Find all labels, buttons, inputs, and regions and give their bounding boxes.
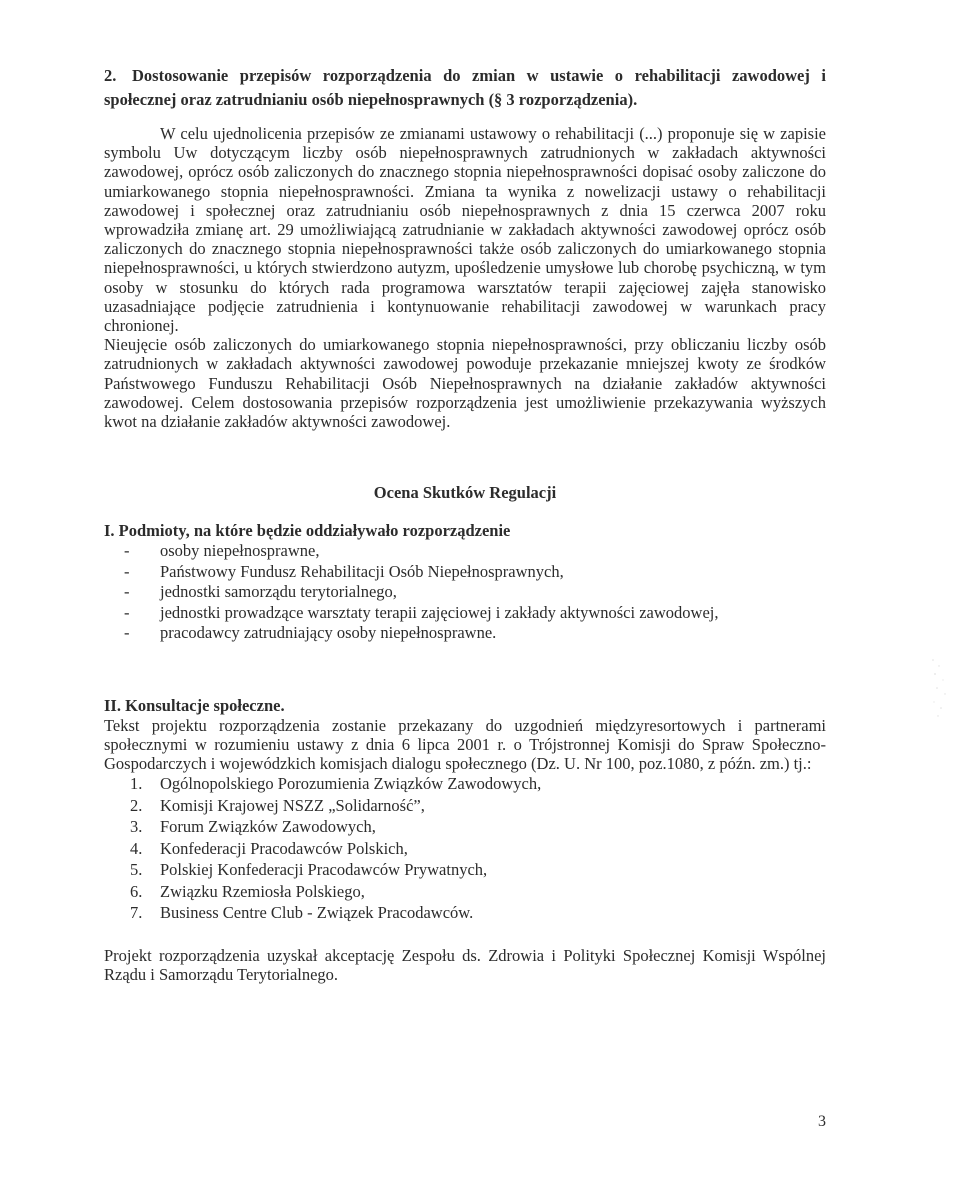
- section-2-heading: [104, 64, 826, 112]
- list-item: [104, 582, 826, 603]
- list-item-text: Business Centre Club - Związek Pracodawców.: [160, 903, 474, 923]
- list-number: 3.: [130, 817, 143, 837]
- list-item-text: Konfederacji Pracodawców Polskich,: [160, 838, 408, 858]
- consultation-list: [104, 773, 826, 924]
- list-number: 4.: [130, 838, 143, 858]
- document-page: [104, 64, 826, 984]
- list-item-text: osoby niepełnosprawne,: [160, 541, 320, 561]
- scan-smudge-mark: [925, 650, 955, 730]
- list-number: 1.: [130, 774, 143, 794]
- dash-bullet: -: [124, 602, 130, 622]
- entities-list: [104, 541, 826, 644]
- list-item: [104, 816, 826, 838]
- list-item-text: Państwowy Fundusz Rehabilitacji Osób Niepełnosprawnych,: [160, 561, 564, 581]
- list-item: [104, 773, 826, 795]
- list-number: 7.: [130, 903, 143, 923]
- dash-bullet: -: [124, 623, 130, 643]
- paragraph-nieujecie: Nieujęcie osób zaliczonych do umiarkowanego stopnia niepełnosprawności, przy obliczaniu liczby osób zatrudnionych w zakładach aktywności zawodowej powoduje przekazanie mniejszej kwoty ze środków Państwowego Funduszu Rehabilitacji Osób Niepełnosprawnych na działanie zakładów aktywności zawodowej. Celem dostosowania przepisów rozporządzenia jest umożliwienie przekazywania wyższych kwot na działanie zakładów aktywności zawodowej.: [104, 335, 826, 432]
- section-2-title: Dostosowanie przepisów rozporządzenia do zmian w ustawie o rehabilitacji zawodowej i społecznej oraz zatrudnianiu osób niepełnosprawnych (§ 3 rozporządzenia).: [104, 66, 826, 109]
- section-2-number: 2.: [104, 66, 117, 85]
- list-item: [104, 562, 826, 583]
- list-number: 2.: [130, 795, 143, 815]
- list-item-text: Forum Związków Zawodowych,: [160, 817, 376, 837]
- list-item: [104, 881, 826, 903]
- paragraph-uw-symbol: W celu ujednolicenia przepisów ze zmianami ustawowy o rehabilitacji (...) proponuje się w zapisie symbolu Uw dotyczącym liczby osób niepełnosprawnych zatrudnionych w zakładach aktywności zawodowej, oprócz osób zaliczonych do znacznego stopnia niepełnosprawności dopisać osoby zaliczone do umiarkowanego stopnia niepełnosprawności. Zmiana ta wynika z nowelizacji ustawy o rehabilitacji zawodowej i społecznej oraz zatrudnianiu osób niepełnosprawnych z dnia 15 czerwca 2007 roku wprowadziła zmianę art. 29 umożliwiającą zatrudnianie w zakładach aktywności zawodowej oprócz osób zaliczonych do znacznego stopnia niepełnosprawności także osób zaliczonych do umiarkowanego stopnia niepełnosprawności, u których stwierdzono autyzm, upośledzenie umysłowe lub chorobę psychiczną, w tym osoby w stosunku do których rada programowa warsztatów terapii zajęciowej zajęła stanowisko uzasadniające podjęcie zatrudnienia i kontynuowanie rehabilitacji zawodowej w warunkach pracy chronionej.: [104, 124, 826, 336]
- list-item-text: Związku Rzemiosła Polskiego,: [160, 881, 365, 901]
- list-number: 5.: [130, 860, 143, 880]
- list-item: [104, 795, 826, 817]
- list-item: [104, 838, 826, 860]
- section-ii-title: II. Konsultacje społeczne.: [104, 695, 285, 715]
- section-i-title: I. Podmioty, na które będzie oddziaływało rozporządzenie: [104, 521, 511, 541]
- list-item-text: Polskiej Konfederacji Pracodawców Prywatnych,: [160, 860, 488, 880]
- dash-bullet: -: [124, 582, 130, 602]
- list-number: 6.: [130, 881, 143, 901]
- list-item: [104, 541, 826, 562]
- dash-bullet: -: [124, 541, 130, 561]
- list-item: [104, 603, 826, 624]
- list-item-text: pracodawcy zatrudniający osoby niepełnosprawne.: [160, 623, 497, 643]
- list-item-text: jednostki prowadzące warsztaty terapii zajęciowej i zakłady aktywności zawodowej,: [160, 602, 719, 622]
- consultation-intro: Tekst projektu rozporządzenia zostanie przekazany do uzgodnień międzyresortowych i partnerami społecznymi w rozumieniu ustawy z dnia 6 lipca 2001 r. o Trójstronnej Komisji do Spraw Społeczno-Gospodarczych i wojewódzkich komisjach dialogu społecznego (Dz. U. Nr 100, poz.1080, z późn. zm.) tj.:: [104, 715, 826, 774]
- list-item: [104, 859, 826, 881]
- list-item: [104, 902, 826, 924]
- dash-bullet: -: [124, 561, 130, 581]
- page-number: 3: [818, 1113, 826, 1130]
- list-item: [104, 623, 826, 644]
- osr-title: Ocena Skutków Regulacji: [373, 483, 557, 503]
- list-item-text: Komisji Krajowej NSZZ „Solidarność”,: [160, 795, 425, 815]
- acceptance-paragraph: Projekt rozporządzenia uzyskał akceptację Zespołu ds. Zdrowia i Polityki Społecznej Komisji Wspólnej Rządu i Samorządu Terytorialnego.: [104, 945, 826, 985]
- list-item-text: Ogólnopolskiego Porozumienia Związków Zawodowych,: [160, 774, 542, 794]
- list-item-text: jednostki samorządu terytorialnego,: [160, 582, 397, 602]
